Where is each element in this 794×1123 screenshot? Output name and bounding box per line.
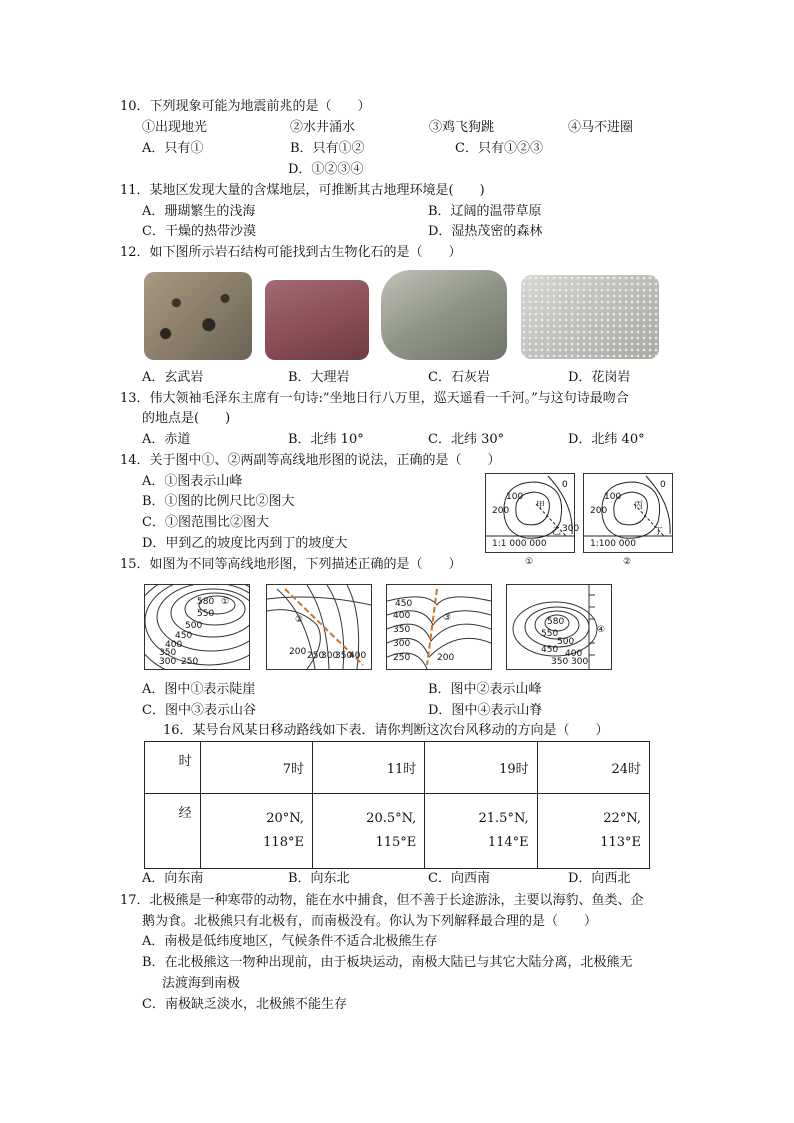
q17-option-b-line1[interactable]: B．在北极熊这一物种出现前，由于板块运动，南极大陆已与其它大陆分离，北极熊无 [142, 955, 633, 970]
q12-stem: 12．如下图所示岩石结构可能找到古生物化石的是（ ） [120, 245, 462, 260]
m4-l400: 400 [565, 649, 583, 659]
q12-option-d[interactable]: D．花岗岩 [568, 370, 631, 385]
m1-num: ① [221, 597, 230, 607]
map1-scale: 1:1 000 000 [492, 539, 547, 549]
time-11: 11时 [312, 742, 424, 794]
m1-l550: 550 [197, 609, 215, 619]
q16-option-c[interactable]: C．向西南 [428, 871, 490, 886]
q14-option-a[interactable]: A．①图表示山峰 [142, 474, 243, 489]
m4-l350: 350 [551, 657, 569, 667]
contour-map-1 [485, 473, 580, 553]
q17-option-b-line2: 法渡海到南极 [162, 976, 241, 991]
contour-map-15-1 [144, 584, 250, 670]
m2-num: ② [295, 615, 304, 625]
m3-l450: 450 [395, 599, 413, 609]
q17-option-c[interactable]: C．南极缺乏淡水，北极熊不能生存 [142, 997, 347, 1012]
m3-l250: 250 [393, 653, 411, 663]
map2-label-bing: 丙 [634, 501, 644, 511]
q13-option-a[interactable]: A．赤道 [142, 432, 191, 447]
q14-stem: 14．关于图中①、②两副等高线地形图的说法，正确的是（ ） [120, 453, 501, 468]
m1-l350: 350 [159, 648, 177, 658]
map2-label-0: 0 [660, 480, 666, 490]
q10-option-d[interactable]: D．①②③④ [288, 162, 364, 177]
q10-option-b[interactable]: B．只有①② [290, 141, 365, 156]
q11-option-a[interactable]: A．珊瑚繁生的浅海 [142, 204, 256, 219]
q15-option-a[interactable]: A．图中①表示陡崖 [142, 682, 256, 697]
m2-l200: 200 [289, 647, 307, 657]
m4-peak: 580 [547, 617, 565, 627]
m4-l300: 300 [571, 657, 589, 667]
q15-option-d[interactable]: D．图中④表示山脊 [428, 703, 543, 718]
position-7: 20°N, 118°E [200, 794, 312, 869]
row-head-position: 经 [145, 794, 201, 869]
q13-option-b[interactable]: B．北纬 10° [288, 432, 364, 447]
q14-option-b[interactable]: B．①图的比例尺比②图大 [142, 494, 295, 509]
q16-stem: 16．某号台风某日移动路线如下表．请你判断这次台风移动的方向是（ ） [163, 723, 609, 738]
time-19: 19时 [425, 742, 537, 794]
m2-l350: 350 [335, 651, 353, 661]
q12-option-b[interactable]: B．大理岩 [288, 370, 350, 385]
typhoon-table [144, 741, 650, 869]
q16-option-d[interactable]: D．向西北 [568, 871, 631, 886]
contour-map-2 [583, 473, 673, 553]
m1-peak: 580 [197, 597, 215, 607]
m1-l250: 250 [181, 657, 199, 667]
q10-option-a[interactable]: A．只有① [142, 141, 204, 156]
map2-scale: 1:100 000 [590, 539, 636, 549]
q11-option-d[interactable]: D．湿热茂密的森林 [428, 224, 543, 239]
q11-stem: 11．某地区发现大量的含煤地层，可推断其古地理环境是( ) [120, 183, 485, 198]
contour-map-15-4 [506, 584, 612, 670]
q16-option-b[interactable]: B．向东北 [288, 871, 350, 886]
time-7: 7时 [200, 742, 312, 794]
q10-item-1: ①出现地光 [142, 120, 208, 135]
m3-num: ③ [443, 613, 452, 623]
q10-stem: 10．下列现象可能为地震前兆的是（ ） [120, 99, 371, 114]
m1-l300: 300 [159, 657, 177, 667]
q15-stem: 15．如图为不同等高线地形图，下列描述正确的是（ ） [120, 557, 462, 572]
q10-item-3: ③鸡飞狗跳 [429, 120, 495, 135]
map1-number: ① [525, 557, 534, 567]
m4-l450: 450 [541, 645, 559, 655]
m1-l400: 400 [165, 640, 183, 650]
contour-map-15-3 [386, 584, 492, 670]
map1-label-200: 200 [492, 506, 510, 516]
m1-l500: 500 [185, 621, 203, 631]
map1-label-100: 100 [506, 492, 524, 502]
m1-l450: 450 [175, 631, 193, 641]
q16-option-a[interactable]: A．向东南 [142, 871, 204, 886]
map2-label-100: 100 [604, 492, 622, 502]
position-11: 20.5°N, 115°E [312, 794, 424, 869]
map1-label-300: 300 [562, 524, 580, 534]
map2-label-ding: 丁 [654, 527, 664, 537]
m3-l300: 300 [393, 639, 411, 649]
q17-stem-line2: 鹅为食。北极熊只有北极有，而南极没有。你认为下列解释最合理的是（ ） [142, 914, 598, 929]
q17-stem-line1: 17．北极熊是一种寒带的动物，能在水中捕食，但不善于长途游泳，主要以海豹、鱼类、企 [120, 893, 644, 908]
q11-option-c[interactable]: C．干燥的热带沙漠 [142, 224, 256, 239]
q13-option-d[interactable]: D．北纬 40° [568, 432, 645, 447]
q11-option-b[interactable]: B．辽阔的温带草原 [428, 204, 542, 219]
q13-option-c[interactable]: C．北纬 30° [428, 432, 505, 447]
m2-l300: 300 [321, 651, 339, 661]
map1-label-yi: 乙 [552, 527, 562, 537]
q13-stem-line1: 13．伟大领袖毛泽东主席有一句诗:”坐地日行八万里，巡天遥看一千河。”与这句诗最吻合 [120, 391, 629, 406]
q13-stem-line2: 的地点是( ) [142, 411, 231, 426]
basalt-image [144, 272, 252, 360]
limestone-image [381, 270, 507, 360]
m3-l350: 350 [393, 625, 411, 635]
granite-image [521, 275, 659, 359]
m2-l250: 250 [307, 651, 325, 661]
time-24: 24时 [537, 742, 649, 794]
m4-l550: 550 [541, 629, 559, 639]
map2-number: ② [623, 557, 632, 567]
q10-item-2: ②水井涌水 [290, 120, 356, 135]
map1-label-jia: 甲 [536, 501, 546, 511]
q10-option-c[interactable]: C．只有①②③ [455, 141, 543, 156]
contour-map-15-2 [266, 584, 372, 670]
m3-l200: 200 [437, 653, 455, 663]
q15-option-c[interactable]: C．图中③表示山谷 [142, 703, 256, 718]
q14-option-d[interactable]: D．甲到乙的坡度比丙到丁的坡度大 [142, 536, 348, 551]
m4-l500: 500 [557, 637, 575, 647]
position-19: 21.5°N, 114°E [425, 794, 537, 869]
row-head-time: 时 [145, 742, 201, 794]
marble-image [265, 280, 369, 360]
map1-label-0: 0 [562, 480, 568, 490]
q10-item-4: ④马不进圈 [568, 120, 634, 135]
q12-option-c[interactable]: C．石灰岩 [428, 370, 490, 385]
map2-label-200: 200 [590, 506, 608, 516]
q15-option-b[interactable]: B．图中②表示山峰 [428, 682, 542, 697]
q14-option-c[interactable]: C．①图范围比②图大 [142, 515, 269, 530]
m4-num: ④ [597, 625, 606, 635]
position-24: 22°N, 113°E [537, 794, 649, 869]
m3-l400: 400 [393, 611, 411, 621]
q17-option-a[interactable]: A．南极是低纬度地区，气候条件不适合北极熊生存 [142, 934, 438, 949]
m2-l400: 400 [349, 651, 367, 661]
q12-option-a[interactable]: A．玄武岩 [142, 370, 204, 385]
